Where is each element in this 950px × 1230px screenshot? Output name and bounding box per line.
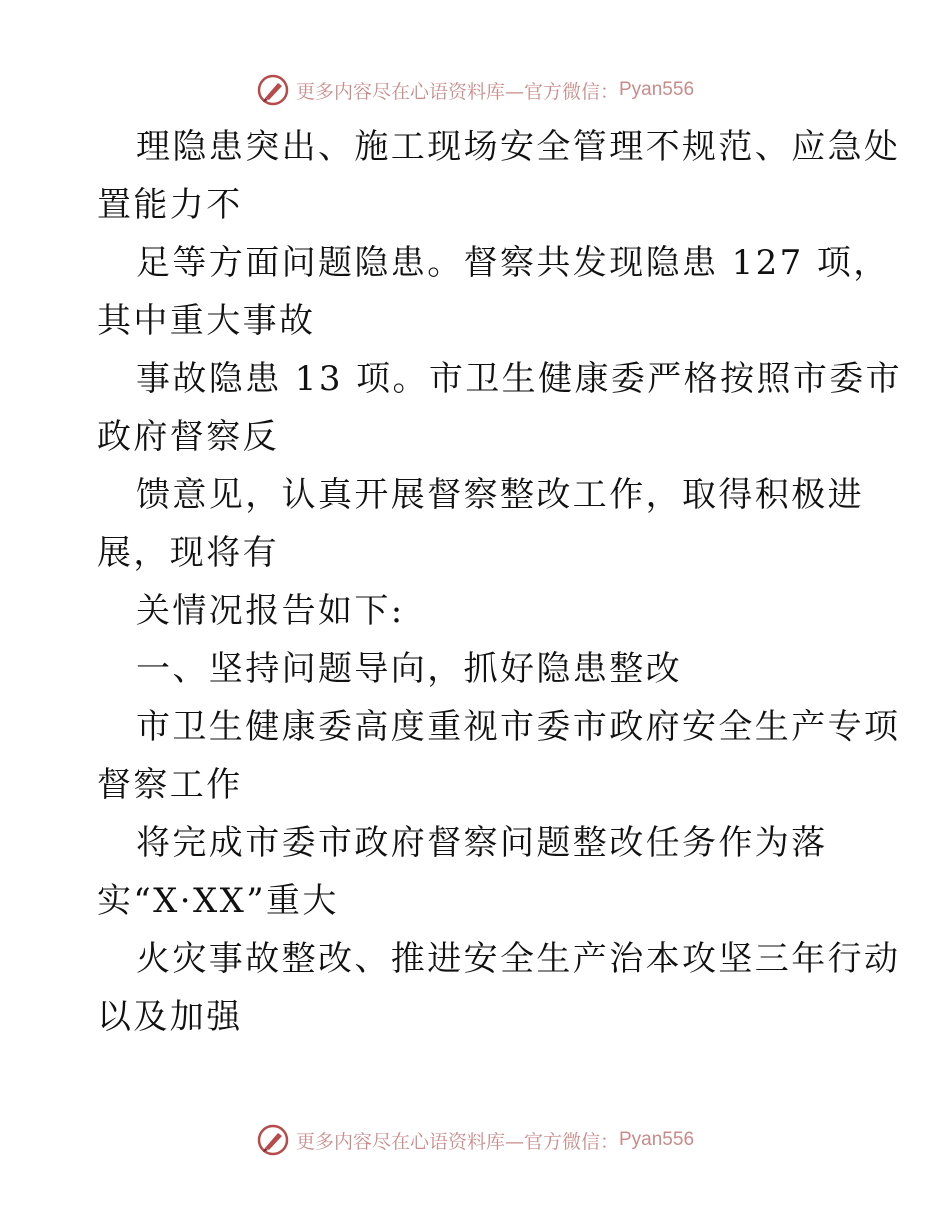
text-line: 置能力不 [97, 185, 243, 225]
text-line: 事故隐患 13 项。市卫生健康委严格按照市委市 [136, 359, 903, 399]
pen-logo-icon [256, 73, 290, 107]
text-line: 政府督察反 [97, 417, 279, 457]
text-line: 其中重大事故 [97, 301, 316, 341]
text-line: 以及加强 [97, 997, 243, 1037]
section-heading: 一、坚持问题导向，抓好隐患整改 [136, 649, 682, 689]
text-line: 理隐患突出、施工现场安全管理不规范、应急处 [136, 127, 901, 167]
text-line: 关情况报告如下: [136, 591, 405, 631]
text-line: 展，现将有 [97, 533, 279, 573]
watermark-wechat-id: Pyan556 [619, 1129, 695, 1150]
watermark-wechat-id: Pyan556 [619, 79, 695, 100]
text-line: 火灾事故整改、推进安全生产治本攻坚三年行动 [136, 939, 901, 979]
pen-logo-icon [256, 1123, 290, 1157]
text-line: 实“X·XX”重大 [97, 881, 339, 921]
text-line: 馈意见，认真开展督察整改工作，取得积极进 [136, 475, 864, 515]
text-line: 足等方面问题隐患。督察共发现隐患 127 项， [136, 243, 890, 283]
watermark-text: 更多内容尽在心语资料库—官方微信： [295, 80, 619, 103]
watermark-text: 更多内容尽在心语资料库—官方微信： [295, 1130, 619, 1153]
footer-watermark [0, 1120, 950, 1160]
text-line: 市卫生健康委高度重视市委市政府安全生产专项 [136, 707, 901, 747]
text-line: 督察工作 [97, 765, 243, 805]
text-line: 将完成市委市政府督察问题整改任务作为落 [136, 823, 828, 863]
header-watermark [0, 70, 950, 110]
